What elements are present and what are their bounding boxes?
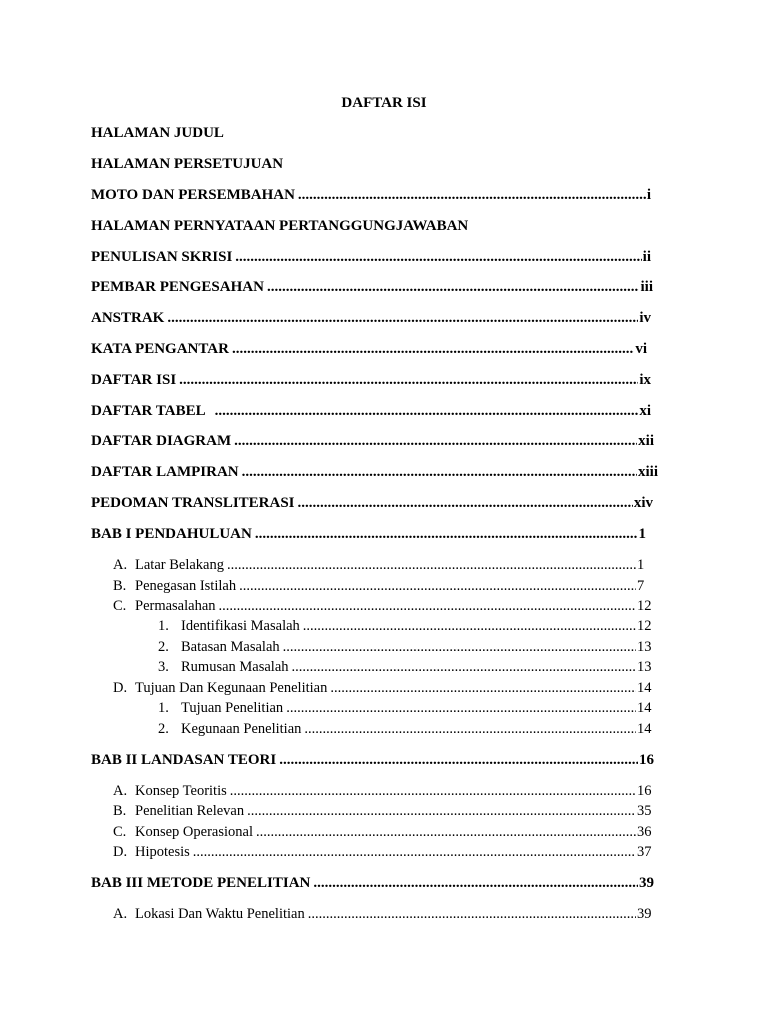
toc-page-number: 39 [637,906,652,922]
toc-entry-label: HALAMAN PERNYATAAN PERTANGGUNGJAWABAN [91,218,469,234]
toc-subentry [113,555,651,575]
toc-list-marker: C. [113,598,127,614]
toc-list-marker: B. [113,803,127,819]
toc-page-number: 16 [639,752,654,768]
toc-page-number: vi [635,341,647,357]
toc-subentry [113,904,654,924]
dot-leader [247,801,636,821]
toc-entry-label: HALAMAN PERSETUJUAN [91,156,284,172]
toc-entry-halaman-pernyataan [91,216,651,236]
dot-leader [256,822,636,842]
toc-subentry [113,842,654,862]
page-title: DAFTAR ISI [341,95,427,111]
toc-entry-label: MOTO DAN PERSEMBAHAN [91,187,295,203]
toc-subentry-nested [158,637,654,657]
dot-leader [330,678,636,698]
dot-leader [235,247,641,267]
toc-list-marker: 2. [158,639,169,655]
dot-leader [303,616,636,636]
toc-page-number: 12 [637,618,652,634]
toc-list-marker: A. [113,906,128,922]
dot-leader [232,339,634,359]
dot-leader [215,401,639,421]
dot-leader [239,576,636,596]
toc-entry-label: HALAMAN JUDUL [91,125,224,141]
toc-entry-label: DAFTAR TABEL [91,403,206,419]
dot-leader [230,781,636,801]
toc-entry-bab-2 [91,750,654,770]
toc-subentry [113,781,654,801]
toc-page-number: 13 [637,639,652,655]
toc-page-number: 35 [637,803,652,819]
toc-page-number: xi [639,403,651,419]
toc-subentry-label: Hipotesis [135,844,190,860]
toc-entry-label: DAFTAR LAMPIRAN [91,464,239,480]
toc-page-number: xiii [637,464,658,480]
toc-page-number: ii [642,249,651,265]
dot-leader [313,873,638,893]
toc-subentry-label: Penelitian Relevan [135,803,245,819]
toc-entry-label: PEMBAR PENGESAHAN [91,279,264,295]
toc-subentry-nested [158,719,654,739]
toc-subentry-label: Identifikasi Masalah [181,618,300,634]
toc-entry-label: BAB I PENDAHULUAN [91,526,252,542]
toc-list-marker: 1. [158,618,169,634]
toc-subentry-label: Konsep Operasional [135,824,253,840]
toc-page-number: xii [638,433,654,449]
toc-page-number: ix [639,372,651,388]
toc-entry-daftar-tabel [91,401,651,421]
toc-subentry-nested [158,698,654,718]
dot-leader [292,657,636,677]
toc-entry-label: ANSTRAK [91,310,165,326]
toc-entry-bab-1 [91,524,646,544]
dot-leader [308,904,636,924]
toc-entry-moto-persembahan [91,185,651,205]
dot-leader [167,308,638,328]
toc-subentry-label: Permasalahan [135,598,216,614]
dot-leader [242,462,637,482]
toc-entry-label: BAB III METODE PENELITIAN [91,875,311,891]
toc-entry-penulisan-skrisi [91,247,651,267]
toc-entry-halaman-judul [91,123,651,143]
toc-page-number: iv [639,310,651,326]
toc-list-marker: C. [113,824,127,840]
dot-leader [227,555,636,575]
toc-page-number: 14 [637,680,652,696]
toc-page-number: 14 [637,700,652,716]
toc-subentry [113,801,654,821]
toc-entry-pembar-pengesahan [91,277,653,297]
toc-page-number: 14 [637,721,652,737]
toc-entry-anstrak [91,308,651,328]
toc-subentry-label: Rumusan Masalah [181,659,289,675]
toc-page-number: xiv [633,495,653,511]
dot-leader [179,370,638,390]
dot-leader [283,637,636,657]
toc-subentry-label: Latar Belakang [135,557,224,573]
dot-leader [286,698,636,718]
toc-list-marker: D. [113,680,128,696]
toc-page-number: 12 [637,598,652,614]
toc-page-number: 1 [637,557,645,573]
dot-leader [279,750,638,770]
toc-entry-kata-pengantar [91,339,647,359]
toc-list-marker: 3. [158,659,169,675]
toc-page-number: iii [640,279,653,295]
toc-entry-label: DAFTAR DIAGRAM [91,433,232,449]
toc-subentry-nested [158,616,654,636]
toc-subentry-label: Kegunaan Penelitian [181,721,302,737]
toc-subentry [113,822,654,842]
toc-entry-daftar-lampiran [91,462,658,482]
toc-list-marker: A. [113,783,128,799]
toc-subentry-label: Batasan Masalah [181,639,280,655]
toc-entry-daftar-diagram [91,431,654,451]
toc-page-number: i [646,187,651,203]
toc-list-marker: 2. [158,721,169,737]
dot-leader [267,277,640,297]
toc-entry-daftar-isi [91,370,651,390]
dot-leader [298,493,633,513]
toc-entry-label: PENULISAN SKRISI [91,249,233,265]
toc-subentry-label: Lokasi Dan Waktu Penelitian [135,906,305,922]
toc-list-marker: D. [113,844,128,860]
toc-page-number: 39 [639,875,654,891]
toc-entry-label: DAFTAR ISI [91,372,177,388]
toc-subentry-nested [158,657,654,677]
toc-list-marker: B. [113,578,127,594]
toc-entry-label: BAB II LANDASAN TEORI [91,752,277,768]
toc-subentry [113,678,654,698]
toc-subentry-label: Tujuan Dan Kegunaan Penelitian [135,680,328,696]
toc-entry-bab-3 [91,873,654,893]
toc-entry-pedoman-transliterasi [91,493,653,513]
dot-leader [304,719,636,739]
toc-subentry-label: Tujuan Penelitian [181,700,284,716]
dot-leader [255,524,638,544]
toc-page-number: 16 [637,783,652,799]
toc-subentry-label: Penegasan Istilah [135,578,237,594]
dot-leader [298,185,646,205]
dot-leader [219,596,636,616]
toc-entry-label: KATA PENGANTAR [91,341,229,357]
toc-page-number: 1 [638,526,646,542]
toc-list-marker: 1. [158,700,169,716]
toc-subentry-label: Konsep Teoritis [135,783,227,799]
dot-leader [234,431,637,451]
toc-list-marker: A. [113,557,128,573]
toc-page-number: 13 [637,659,652,675]
toc-page-number: 37 [637,844,652,860]
toc-entry-label: PEDOMAN TRANSLITERASI [91,495,295,511]
dot-leader [193,842,636,862]
toc-page-number: 7 [637,578,645,594]
toc-subentry [113,596,654,616]
toc-subentry [113,576,651,596]
toc-page-number: 36 [637,824,652,840]
toc-entry-halaman-persetujuan [91,154,651,174]
